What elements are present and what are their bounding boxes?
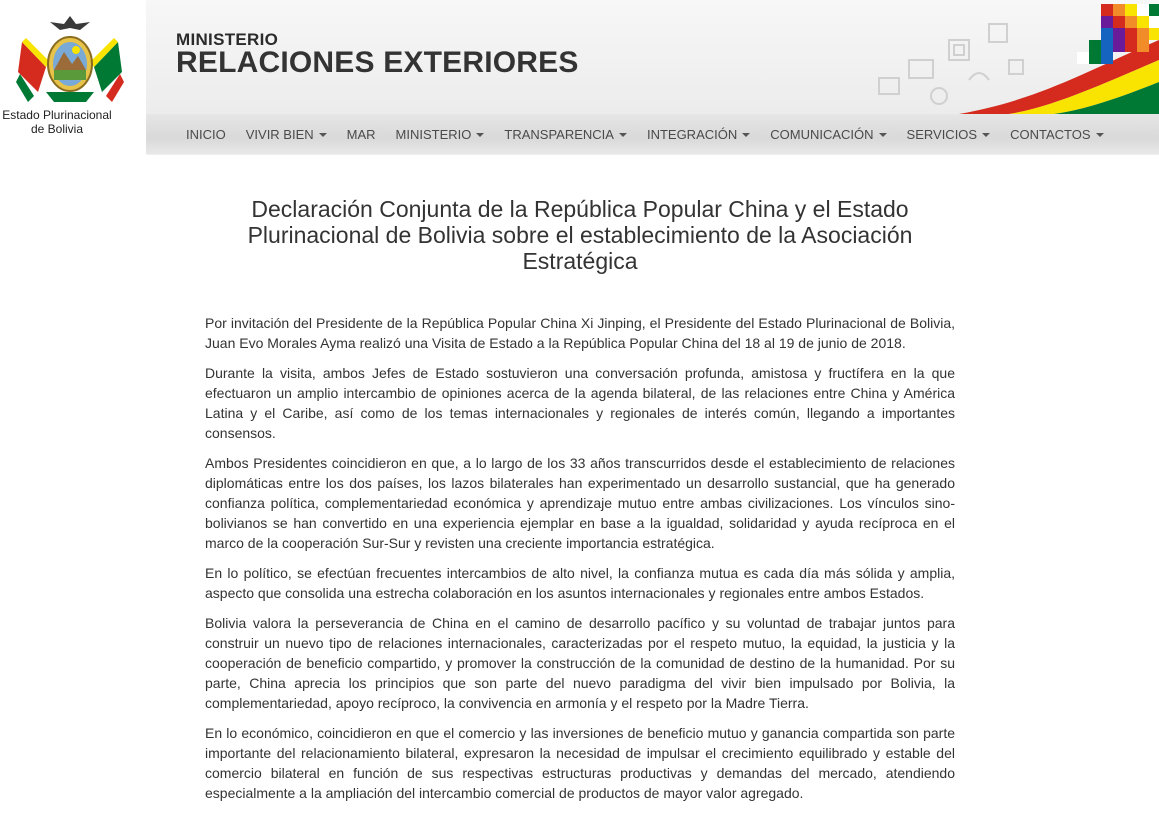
nav-item-integración[interactable] (637, 114, 760, 154)
article-title: Declaración Conjunta de la República Popular China y el Estado Plurinacional de Bolivia sobre el establecimiento de la Asociación Estratégica (247, 196, 913, 274)
logo-line-1: Estado Plurinacional (2, 108, 112, 122)
nav-item-label: INICIO (186, 127, 226, 142)
caret-down-icon (619, 133, 627, 137)
caret-down-icon (879, 133, 887, 137)
caret-down-icon (982, 133, 990, 137)
article-paragraph: Ambos Presidentes coincidieron en que, a lo largo de los 33 años transcurridos desde el establecimiento de relaciones diplomáticas entre los dos países, los lazos bilaterales han experimentado un desarrollo sustancial, que ha generado confianza política, complementariedad económica y aprendizaje mutuo entre ambas civilizaciones. Los vínculos sino-bolivianos se han convertido en una experiencia ejemplar en base a la igualdad, solidaridad y ayuda recíproca en el marco de la cooperación Sur-Sur y revisten una creciente importancia estratégica. (205, 455, 955, 551)
caret-down-icon (476, 133, 484, 137)
article-paragraph: Por invitación del Presidente de la República Popular China Xi Jinping, el Presidente del Estado Plurinacional de Bolivia, Juan Evo Morales Ayma realizó una Visita de Estado a la República Popular China del 18 al 19 de junio de 2018. (205, 315, 955, 351)
logo-text (0, 108, 114, 136)
nav-item-mar[interactable] (337, 114, 386, 154)
article-paragraph: En lo político, se efectúan frecuentes intercambios de alto nivel, la confianza mutua es cada día más sólida y amplia, aspecto que consolida una estrecha colaboración en los asuntos internacionales y regionales entre ambos Estados. (205, 565, 955, 601)
nav-item-contactos[interactable] (1000, 114, 1113, 154)
main-navbar (146, 114, 1159, 155)
ministry-title[interactable]: RELACIONES EXTERIORES (176, 46, 579, 79)
header-banner (146, 0, 1159, 114)
nav-item-label: TRANSPARENCIA (504, 127, 614, 142)
coat-of-arms-icon (16, 12, 124, 108)
nav-item-ministerio[interactable] (386, 114, 495, 154)
nav-item-servicios[interactable] (897, 114, 1001, 154)
nav-item-transparencia[interactable] (494, 114, 637, 154)
nav-item-comunicación[interactable] (760, 114, 896, 154)
nav-item-label: MINISTERIO (395, 127, 472, 142)
logo-block[interactable] (0, 0, 146, 150)
nav-list (176, 114, 1114, 154)
article-paragraph: En lo económico, coincidieron en que el comercio y las inversiones de beneficio mutuo y ganancia compartida son parte importante del relacionamiento bilateral, expresaron la necesidad de impulsar el crecimiento equilibrado y estable del comercio bilateral en función de sus respectivas estructuras productivas y demandas del mercado, atendiendo especialmente a la ampliación del intercambio comercial de productos de mayor valor agregado. (205, 725, 955, 801)
caret-down-icon (742, 133, 750, 137)
article-paragraph: Durante la visita, ambos Jefes de Estado sostuvieron una conversación profunda, amistosa y fructífera en la que efectuaron un amplio intercambio de opiniones acerca de la agenda bilateral, de las relaciones entre China y América Latina y el Caribe, así como de los temas internacionales y regionales de interés común, llegando a importantes consensos. (205, 365, 955, 441)
nav-item-vivir-bien[interactable] (236, 114, 337, 154)
article-paragraph: Bolivia valora la perseverancia de China en el camino de desarrollo pacífico y su voluntad de trabajar juntos para construir un nuevo tipo de relaciones internacionales, caracterizadas por el respeto mutuo, la equidad, la justicia y la cooperación de beneficio compartido, y promover la construcción de la comunidad de destino de la humanidad. Por su parte, China aprecia los principios que son parte del nuevo paradigma del vivir bien impulsado por Bolivia, la complementariedad, apoyo recíproco, la convivencia en armonía y el respeto por la Madre Tierra. (205, 615, 955, 711)
nav-item-label: COMUNICACIÓN (770, 127, 874, 142)
article-body (205, 313, 955, 813)
ministry-kicker: MINISTERIO (176, 30, 279, 49)
nav-item-label: MAR (346, 127, 376, 142)
nav-item-label: VIVIR BIEN (245, 127, 314, 142)
nav-item-label: INTEGRACIÓN (646, 127, 738, 142)
caret-down-icon (319, 133, 327, 137)
caret-down-icon (1096, 133, 1104, 137)
logo-line-2: de Bolivia (30, 122, 84, 136)
wiphala-decoration-icon (839, 0, 1159, 114)
nav-item-label: SERVICIOS (906, 127, 978, 142)
nav-item-label: CONTACTOS (1010, 127, 1091, 142)
nav-item-inicio[interactable] (176, 114, 236, 154)
